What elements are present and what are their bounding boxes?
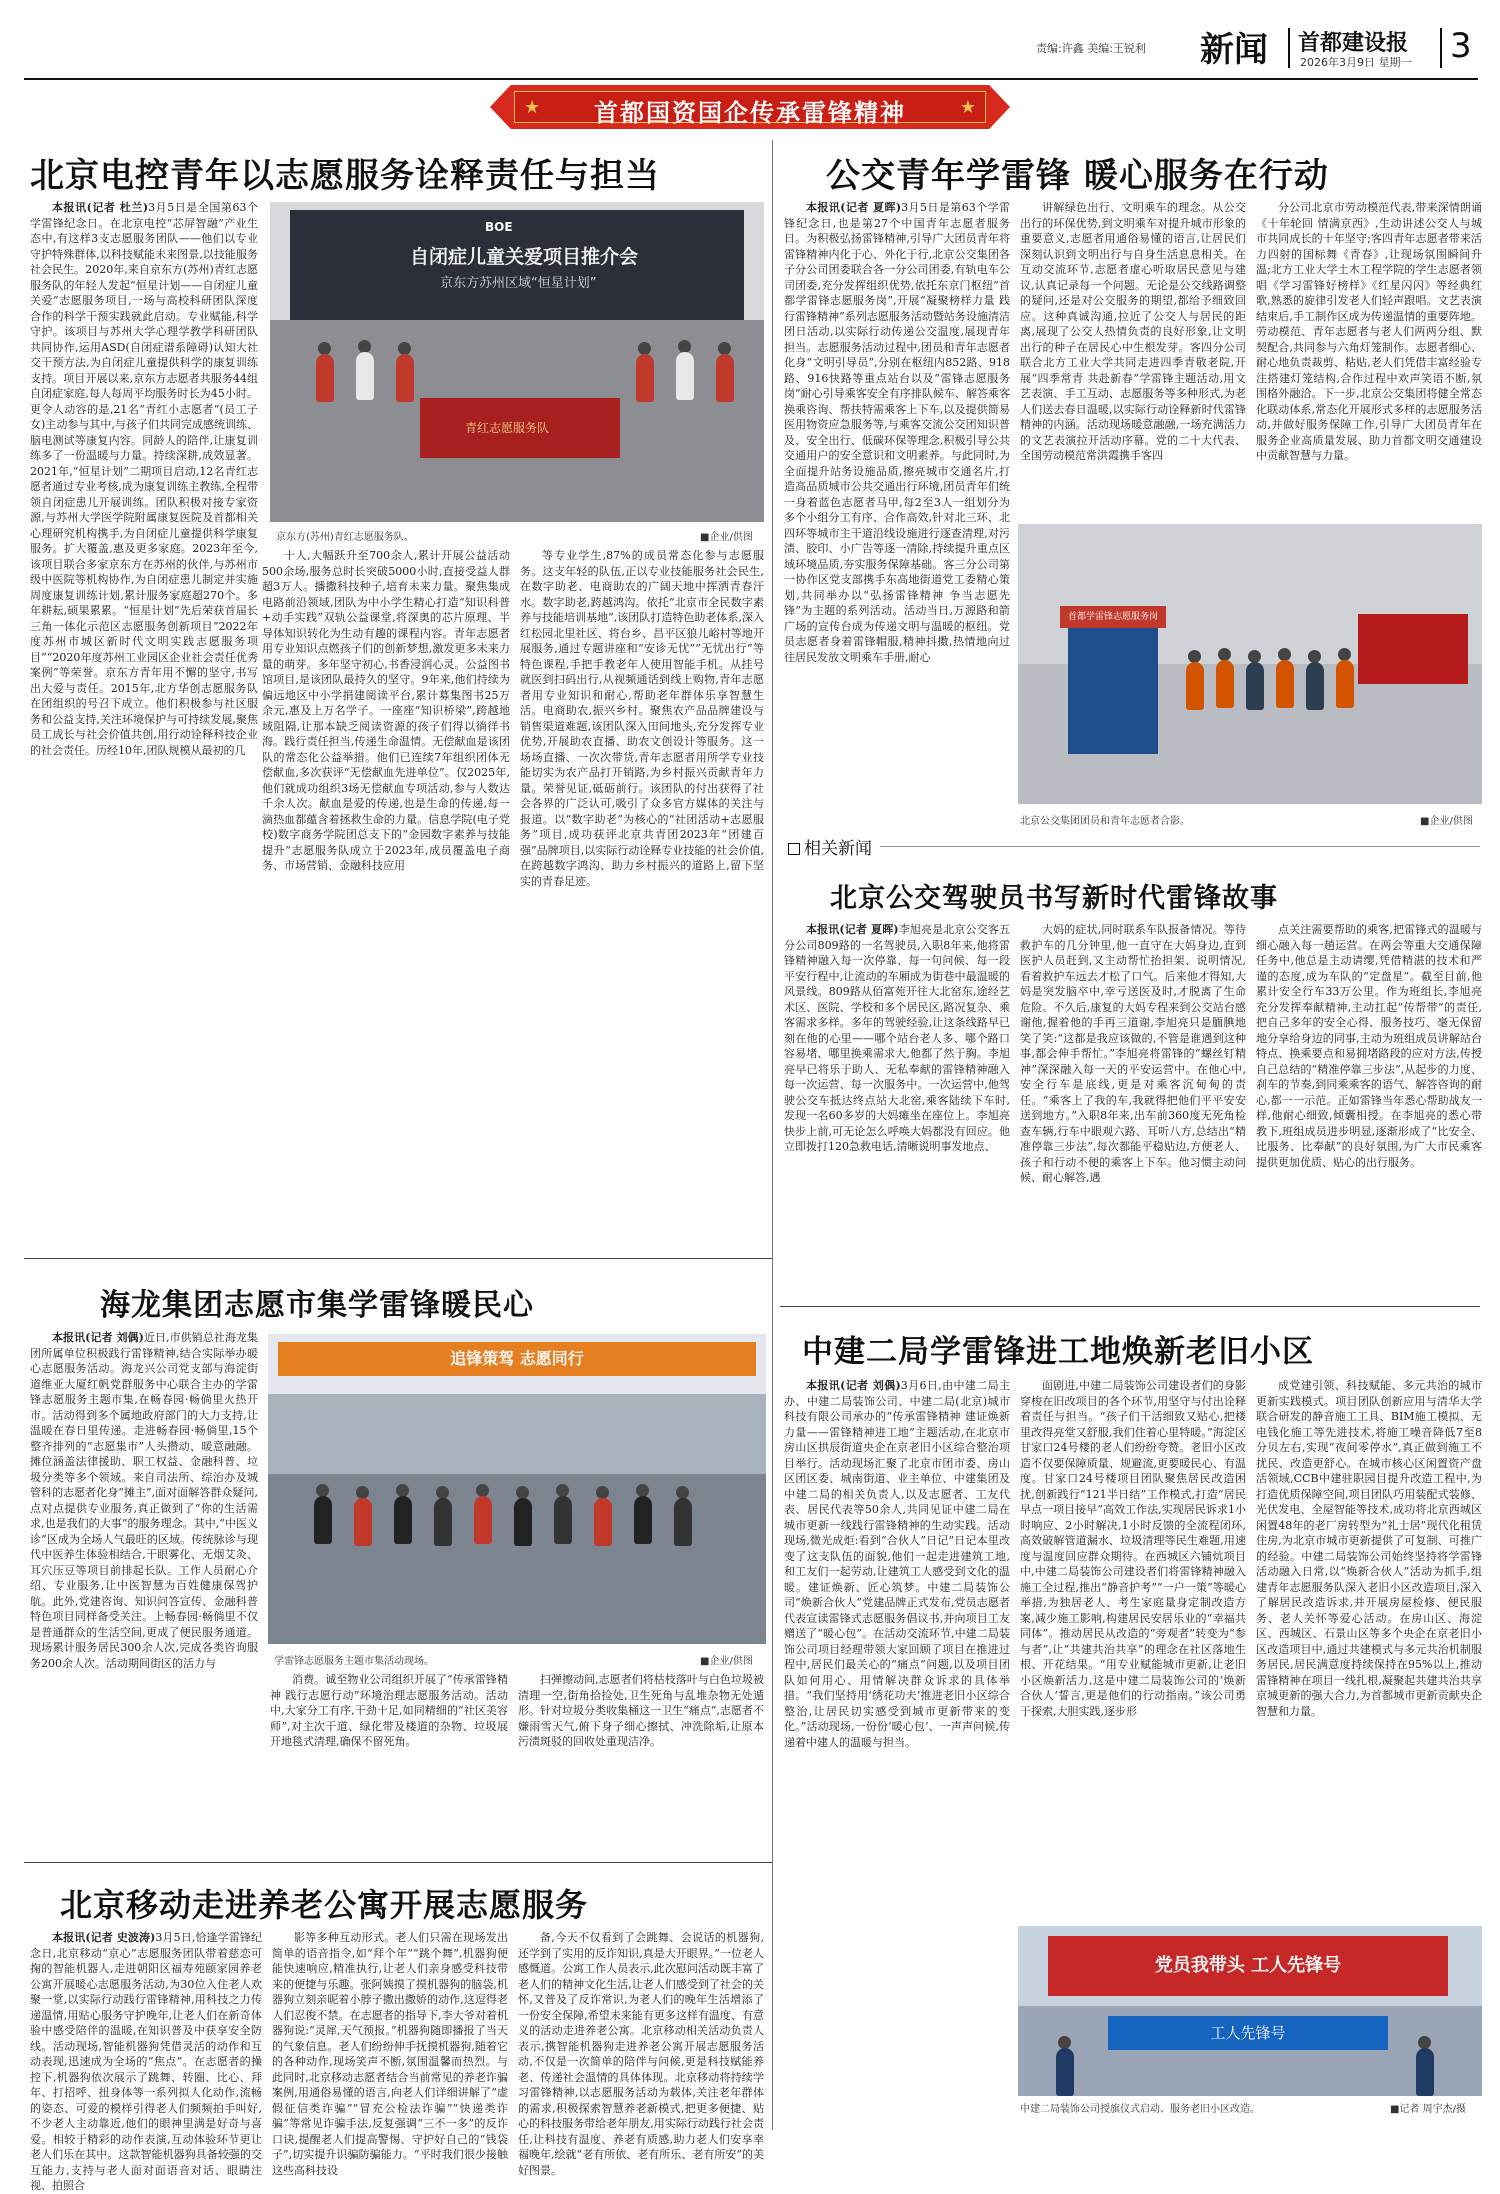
article-column <box>1020 1378 1246 1918</box>
article-column <box>518 1930 764 2177</box>
person <box>634 1496 652 1544</box>
person <box>554 1496 572 1544</box>
article-text: 分公司北京市劳动模范代表,带来深情朗诵《十年轮回 情满京西》,生动讲述公交人与城市共同成长的十年坚守;客四青年志愿者带来活力四射的国标舞《青春》,让现场氛围瞬间升温;北方工业大学土木工程学院的学生志愿者领唱《学习雷锋好榜样》《红星闪闪》等经典红歌,熟悉的旋律引发老人们轻声跟唱。文艺表演结束后,手工制作区成为传递温情的重要阵地。劳动模范、青年志愿者与老人们两两分组、默契配合,共同参与六角灯笼制作。志愿者细心、耐心地负责裁剪、粘贴,老人们凭借丰富经验专注搭建灯笼结构,合作过程中欢声笑语不断,氛围格外融洽。下一步,北京公交集团将健全常态化联动体系,常态化开展形式多样的志愿服务活动,并做好服务保障工作,引导广大团员青年在服务企业高质量发展、助力首都文明交通建设中贡献智慧与力量。 <box>1256 201 1482 462</box>
star-icon: ★ <box>524 97 541 118</box>
section-separator <box>24 1258 772 1259</box>
photo-credit: ■企业/供图 <box>1420 816 1473 827</box>
photo-credit: ■企业/供图 <box>700 532 753 543</box>
person <box>1186 662 1204 710</box>
article-text: 备,今天不仅看到了会跳舞、会说话的机器狗,还学到了实用的反诈知识,真是大开眼界。”一位老人感慨道。公寓工作人员表示,此次慰问活动既丰富了老人们的精神文化生活,让老人们感受到了社会的关怀,又普及了反诈常识,为老人们的晚年生活增添了一份安全保障,希望未来能有更多这样有温度、有意义的活动走进养老公寓。北京移动相关活动负责人表示,携智能机器狗走进养老公寓开展志愿服务活动,不仅是一次简单的陪伴与问候,更是科技赋能养老、传递社会温情的具体体现。北京移动将持续学习雷锋精神,以志愿服务活动为载体,关注老年群体的需求,积极探索智慧养老新模式,把更多便捷、贴心的科技服务带给老年朋友,用实际行动践行社会责任,让科技有温度、养老有质感,助力老人们安享幸福晚年,绘就“老有所依、老有所乐、老有所安”的美好图景。 <box>518 1931 764 2177</box>
issue-date: 2026年3月9日 星期一 <box>1300 56 1412 69</box>
photo-credit: ■记者 周宇杰/摄 <box>1390 2104 1466 2115</box>
header-divider-2 <box>1440 28 1442 68</box>
article-column <box>30 1930 262 2192</box>
section-separator <box>24 1862 772 1863</box>
photo-caption: 北京公交集团团员和青年志愿者合影。 <box>1020 816 1190 827</box>
article-column <box>1256 922 1482 1298</box>
article-column <box>262 548 510 1248</box>
page-header <box>0 0 1500 80</box>
red-banner: 党员我带头 工人先锋号 <box>1048 1936 1448 1996</box>
person <box>1336 660 1354 708</box>
market-banner: 追锋策驾 志愿同行 <box>278 1342 756 1376</box>
person <box>394 1496 412 1544</box>
article-text: 消费。诚至物业公司组织开展了“传承雷锋精神 践行志愿行动”环境治理志愿服务活动。活动中,大家分工有序,干劲十足,如同精细的“社区美容师”,对主次干道、绿化带及楼道的杂物、垃圾展开地毯式清理,确保不留死角。 <box>270 1673 508 1748</box>
article-column <box>784 200 1010 828</box>
logo-text: BOE <box>485 220 513 234</box>
article-column <box>1020 922 1246 1298</box>
photo-cscec-ceremony <box>1018 1926 1482 2096</box>
person <box>514 1498 532 1546</box>
article-text: 扫弹擦动间,志愿者们将枯枝落叶与白色垃圾被清理一空,街角拾捡处,卫生死角与乱堆杂物无处遁形。针对垃圾分类收集桶这一卫生“痛点”,志愿者不嫌雨雪天气,俯下身子细心擦拭、冲洗除垢,让原本污渍斑驳的回收处重现洁净。 <box>518 1673 764 1748</box>
article-column <box>518 1672 764 1854</box>
person <box>356 352 374 400</box>
person <box>1246 662 1264 710</box>
article-text: 十人,大幅跃升至700余人,累计开展公益活动500余场,服务总时长突破5000小时,直接受益人群超3万人。播撒科技种子,培育未来力量。聚焦集成电路前沿领域,团队为中小学生精心打造“知识科普+动手实践”双轨公益课堂,将深奥的芯片原理、半导体知识转化为生动有趣的课程内容。青年志愿者用专业知识点燃孩子们的创新梦想,激发更多未来力量的萌芽。多年坚守初心,书香浸润心灵。公益图书馆项目,是该团队最持久的坚守。9年来,他们持续为偏远地区中小学捐建阅读平台,累计募集图书25万余元,惠及上万名学子。一座座“知识桥梁”,跨越地域阻隔,让那本缺乏阅读资源的孩子们得以徜徉书海。践行责任担当,传递生命温情。无偿献血是该团队的常态化公益举措。他们已连续7年组织团体无偿献血,多次获评“无偿献血先进单位”。仅2025年,他们就成功组织3场无偿献血专项活动,参与人数达千余人次。献血是爱的传递,也是生命的传递,每一滴热血都蕴含着拯救生命的力量。信息学院(电子党校)数字商务学院团总支下的“金园数字素养与技能提升”志愿服务队成立于2023年,成员覆盖电子商务、市场营销、金融科技应用 <box>262 549 510 872</box>
person <box>314 1496 332 1544</box>
article-title-hailong: 海龙集团志愿市集学雷锋暖民心 <box>100 1288 534 1323</box>
article-lead: 本报讯(记者 刘偶) <box>806 1379 901 1392</box>
screen-subtitle: 京东方苏州区域“恒星计划” <box>440 276 597 291</box>
editor-credit: 责编:许鑫 美编:王锐利 <box>1036 42 1146 55</box>
page-number: 3 <box>1450 26 1472 66</box>
article-lead: 本报讯(记者 杜兰) <box>52 201 149 214</box>
column-separator <box>772 140 773 2130</box>
blue-sign: 工人先锋号 <box>1108 2016 1388 2050</box>
newspaper-name: 首都建设报 <box>1298 31 1409 56</box>
related-news-rule <box>880 846 1480 847</box>
article-text: 影等多种互动形式。老人们只需在现场发出简单的语音指令,如“拜个年”“跳个舞”,机器狗便能快速响应,精准执行,让老人们亲身感受科技带来的便捷与乐趣。张阿姨摸了摸机器狗的脑袋,机器狗立刻亲昵着小脖子撒出撒娇的动作,这逗得老人们忍俊不禁。在志愿者的指导下,李大爷对着机器狗说:“灵犀,天气预报。”机器狗随即播报了当天的气象信息。老人们纷纷伸手抚摸机器狗,随着它的各种动作,现场笑声不断,氛围温馨而热烈。与此同时,北京移动志愿者结合当前常见的养老诈骗案例,用通俗易懂的语言,向老人们详细讲解了“虚假征信类诈骗”“冒充公检法诈骗”“快递类诈骗”等常见诈骗手法,反复强调“三不一多”的反诈口诀,提醒老人们提高警惕、守护好自己的“钱袋子”,切实提升识骗防骗能力。“平时我们很少接触这些高科技设 <box>272 1931 508 2177</box>
person <box>434 1498 452 1546</box>
article-text: 李旭亮是北京公交客五分公司809路的一名驾驶员,入职8年来,他将雷锋精神融入每一次停靠、每一句问候、每一段平安行程中,让流动的车厢成为街巷中最温暖的风景线。809路从佰富苑开往大北窑东,途经艺术区、医院、学校和多个居民区,路况复杂、乘客需求多样。多年的驾驶经验,让这条线路早已刻在他的心里——哪个站台老人多、哪个路口容易堵、哪里换乘需求大,他都了然于胸。李旭亮早已将乐于助人、无私奉献的雷锋精神融入每一次运营、每一次服务中。一次运营中,他驾驶公交车抵达终点站大北窑,乘客陆续下车时,发现一名60多岁的大妈瘫坐在座位上。李旭亮快步上前,可无论怎么呼唤大妈都没有回应。他立即拨打120急救电话,清晰说明事发地点、 <box>784 923 1010 1153</box>
screen-title: 自闭症儿童关爱项目推介会 <box>410 246 639 268</box>
article-text: 近日,市供销总社海龙集团所属单位积极践行雷锋精神,结合实际举办暖心志愿服务活动。海龙兴公司党支部与海淀街道维亚大厦红帆党群服务中心联合主办的学雷锋志愿服务主题市集,在畅春园·畅倘里火热开市。活动得到多个属地政府部门的大力支持,让温暖在春日里传递。走进畅春园·畅倘里,15个整齐排列的“志愿集市”人头攒动、暖意融融。摊位涵盖法律援助、职工权益、金融科普、垃圾分类等多个领域。来自司法所、综治办及城管科的志愿者化身“摊主”,面对面解答群众疑问,点对点提供专业服务,真正做到了“你的生活需求,也是我们的大事”的服务理念。其中,“中医义诊”区成为全场人气最旺的区域。传统脉诊与现代中医养生体验相结合,干眼雾化、无烟艾灸、耳穴压豆等项目前排起长队。工作人员耐心介绍、专业服务,让中医智慧为百姓健康保驾护航。此外,党建咨询、知识问答宣传、金融科普特色项目同样备受关注。上畅春园·畅倘里不仅是普通群众的生活空间,更成了便民服务通道。现场累计服务居民300余人次,完成各类咨询服务200余人次。活动期间街区的活力与 <box>30 1331 258 1670</box>
header-rule <box>24 78 1478 80</box>
person <box>474 1496 492 1544</box>
article-title-cscec: 中建二局学雷锋进工地焕新老旧小区 <box>802 1334 1314 1370</box>
person <box>594 1498 612 1546</box>
article-column <box>272 1930 508 2177</box>
photo-hailong-market <box>268 1334 766 1644</box>
topic-banner <box>490 85 1010 129</box>
person <box>1416 2048 1434 2096</box>
article-text: 3月5日,恰逢学雷锋纪念日,北京移动“京心”志愿服务团队带着慈恋可掬的智能机器人,走进朝阳区福寿苑颐家园养老公寓开展暖心志愿服务活动,为30位入住老人欢聚一堂,以实际行动践行雷锋精神,用科技之力传递温情,用贴心服务守护晚年,让老人们在新奇体验中感受陪伴的温暖,在知识普及中获享安全防线。活动现场,智能机器狗凭借灵活的动作和互动表现,迅速成为全场的“焦点”。在志愿者的操控下,机器狗依次展示了跳舞、转圈、比心、拜年、打招呼、扭身体等一系列拟人化动作,流畅的姿态、可爱的模样引得老人们频频拍手叫好,不少老人主动靠近,他们的眼神里满是好奇与喜爱。相较于精彩的动作表演,互动体验环节更让老人们乐在其中。这款智能机器狗具备较强的交互能力,支持与老人面对面语音对话、眼睛注视、拍照合 <box>30 1931 262 2192</box>
article-title-bjec: 北京电控青年以志愿服务诠释责任与担当 <box>30 156 660 196</box>
person <box>1276 660 1294 708</box>
article-column <box>1256 1378 1482 1918</box>
article-lead: 本报讯(记者 夏晖) <box>806 201 902 214</box>
person <box>316 354 334 402</box>
article-text: 3月5日是第63个学雷锋纪念日,也是第27个中国青年志愿者服务日。为积极弘扬雷锋精神,引导广大团员青年将雷锋精神内化于心、外化于行,北京公交集团各子分公司团委联合各一分公司团委,有轨电车公司团委,充分发挥组织优势,依托东京门枢纽“首都学雷锋志愿服务岗”,开展“凝聚榜样力量 践行雷锋精神”系列志愿服务活动暨站务设施清洁团日活动,以实际行动传递公交温度,展现青年担当。志愿服务活动过程中,团员和青年志愿者化身“文明引导员”,分别在枢纽内852路、918路、916快路等重点站台以及“雷锋志愿服务岗”耐心引导乘客安全有序排队候车、解答乘客换乘咨询、帮扶特需乘客上下车,以及提供简易医用物资应急服务等,与乘客交流公交团知识普及、安全出行、低碳环保等理念,积极引导公共交通用户的安全意识和文明素养。与此同时,为全面提升站务设施品质,擦亮城市交通名片,打造高品质城市公共交通出行环境,团员青年们统一身着蓝色志愿者马甲,每2至3人一组划分为多个小组分工有序、合作高效,针对北三环、北四环等城市主干道沿线设施进行逐查清理,对污渍、胶印、小广告等逐一清除,持续提升重点区域环境品质,夯实服务保障基础。客三分公司第一协作区党支部携手东高地街道党工委精心策划,共同举办以“弘扬雷锋精神 争当志愿先锋”为主题的系列活动。活动当日,万源路和箭广场的宣传台成为传递文明与温暖的枢纽。党员志愿者身着雷锋帽服,精神抖擞,热情地向过往居民发放文明乘车手册,耐心 <box>784 201 1010 664</box>
person <box>716 354 734 402</box>
flag-text: 青红志愿服务队 <box>465 421 550 435</box>
related-news-tag <box>788 834 872 859</box>
person <box>636 354 654 402</box>
person <box>1056 2048 1074 2096</box>
article-column <box>30 1330 258 1854</box>
article-text: 面剧进,中建二局装饰公司建设者们的身影穿梭在旧改项目的各个环节,用坚守与付出诠释着责任与担当。“孩子们干活细致又贴心,把楼里改得亮堂又舒服,我们住着心里特暖。”海淀区甘家口24号楼的老人们纷纷夸赞。老旧小区改造不仅要保障质量、规避流,更要暖民心、有温度。甘家口24号楼项目团队聚焦居民改造困扰,创新践行“121半日结”工作模式,打造“居民早点一项目接早”高效工作法,实现居民诉求1小时响应、2小时解决,1小时反馈的全流程闭环,高效破解管道漏水、垃圾清理等民生难题,用速度与温度回应群众期待。在西城区六铺炕项目中,中建二局装饰公司建设者们将雷锋精神融入施工全过程,推出“静音护考”“一户一策”等暖心举措,为独居老人、考生家庭量身定制改造方案,减少施工影响,构建居民安居乐业的“幸福共同体”。推动居民从改造的“旁观者”转变为“参与者”,让“共建共治共享”的理念在社区落地生根、开花结果。“用专业赋能城市更新,让老旧小区焕新活力,这是中建二局装饰公司的‘焕新合伙人’誓言,更是他们的行动指南。”该公司勇于探索,大胆实践,逐步形 <box>1020 1379 1246 1718</box>
photo-caption: 京东方(苏州)青红志愿服务队。 <box>276 532 414 543</box>
article-text: 成党建引领、科技赋能、多元共治的城市更新实践模式。项目团队创新应用与清华大学联合研发的静音施工工具、BIM施工模拟、无电钱化施工等先进技术,将施工噪音降低7至8分贝左右,实现“夜间零停水”,真正做到施工不扰民、改造更舒心。在城市核心区闲置资产盘活领域,CCB中建驻职园目提升改造工程中,为打造优质保障空间,项目团队巧用装配式装修、光伏发电、全屋智能等技术,成功将北京西城区闲置48年的老厂房转型为“礼士居”现代化租赁住房,为北京市城市更新提供了可复制、可推广的经验。中建二局装饰公司始终坚持将学雷锋活动融入日常,以“焕新合伙人”活动为抓手,组建青年志愿服务队深入老旧小区改造项目,深入了解居民改造诉求,并开展房屋检修、便民服务、老人关怀等爱心活动。在房山区、海淀区、西城区、石景山区等多个央企在京老旧小区改造项目中,通过共建模式与多元共治机制服务居民,居民满意度持续保持在95%以上,推动雷锋精神在项目一线扎根,凝聚起共建共治共享京城更新的强大合力,为首都城市更新贡献央企智慧和力量。 <box>1256 1379 1482 1718</box>
article-text: 大妈的症状,同时联系车队报备情况。等待救护车的几分钟里,他一直守在大妈身边,直到医护人员赶到,又主动帮忙抬担架、说明情况,看着救护车远去才松了口气。后来他才得知,大妈是突发脑卒中,幸亏送医及时,才脱离了生命危险。不久后,康复的大妈专程来到公交站台感谢他,握着他的手再三道谢,李旭亮只是腼腆地笑了笑:“这都是我应该做的,不管是谁遇到这种事,都会伸手帮忙。”李旭亮将雷锋的“螺丝钉精神”深深融入每一天的平安运营中。在他心中,安全行车是底线,更是对乘客沉甸甸的责任。“乘客上了我的车,我就得把他们平平安安送到地方。”入职8年来,出车前360度无死角检查车辆,行车中眼观六路、耳听八方,总结出“精准停靠三步法”,每次都能平稳贴边,方便老人、孩子和行动不便的乘客上下车。他习惯主动问候、耐心解答,遇 <box>1020 923 1246 1184</box>
article-text: 讲解绿色出行、文明乘车的理念。从公交出行的环保优势,到文明乘车对提升城市形象的重要意义,志愿者用通俗易懂的语言,让居民们深刻认识到文明出行与自身生活息息相关。在互动交流环节,志愿者虚心听取居民意见与建议,认真记录每一个问题。无论是公交线路调整的疑问,还是对公交服务的期望,都给予细致回应。这种真诚沟通,拉近了公交人与居民的距离,展现了公交人热情负责的良好形象,让文明出行的种子在居民心中生根发芽。客四分公司联合北方工业大学共同走进四季青敬老院,开展“四季常青 共赴新春”学雷锋主题活动,用文艺表演、手工互动、志愿服务等多种形式,为老人们送去春日温暖,以实际行动诠释新时代雷锋精神的内涵。活动现场暖意融融,一场充满活力的文艺表演拉开活动序幕。党的二十大代表、全国劳动模范常洪霞携手客四 <box>1020 201 1246 462</box>
article-text: 3月5日是全国第63个学雷锋纪念日。在北京电控“芯屏智融”产业生态中,有这样3支志愿服务团队——他们以专业守护特殊群体,以科技赋能未来图景,以技能服务社会民生。2020年,来自京东方(苏州)青红志愿服务队的年轻人发起“恒星计划——自闭症儿童关爱”志愿服务项目,一场与高校科研团队深度合作的科学干预实践就此启动。专业赋能,科学守护。该项目与苏州大学心理学教学科研团队共同协作,运用ASD(自闭症谱系障碍)认知大社交干预方法,为自闭症儿童提供科学的康复训练支持。项目开展以来,京东方志愿者共服务44组自闭症家庭,每人每周平均服务时长为45小时。更令人动容的是,21名“青红小志愿者”(员工子女)主动参与其中,与孩子们共同完成感统训练、脑电测试等康复内容。同龄人的陪伴,让康复训练多了一份温暖与力量。持续深耕,成效显著。2021年,“恒星计划”二期项目启动,12名青红志愿者通过专业考核,成为康复训练主教练,全程带领自闭症患儿开展训练。团队积极对接专家资源,与苏州大学医学院附属康复医院及首都相关心理研究机构携手,为自闭症儿童提供科学康复服务。扩大覆盖,惠及更多家庭。2023年至今,该项目联合多家京东方在苏州的伙伴,与苏州市级中医院等机构协作,为自闭症患儿制定并实施周度康复训练计划,累计服务家庭超270个。多年耕耘,硕果累累。“恒星计划”先后荣获首届长三角一体化示范区志愿服务创新项目“2022年度苏州市城区新时代文明实践志愿服务项目”“2020年度苏州工业园区企业社会责任优秀案例”等荣誉。京东方青年用不懈的坚守,书写出大爱与责任。2015年,北方华创志愿服务队在团组织的号召下成立。他们积极参与社区服务和公益支持,关注环境保护与可持续发展,聚焦员工成长与社会价值共创,用行动诠释科技企业的社会责任。历经10年,团队规模从最初的几 <box>30 201 258 757</box>
star-icon: ★ <box>959 97 976 118</box>
tent-row <box>268 1394 766 1474</box>
article-column <box>784 1378 1010 2100</box>
person <box>396 354 414 402</box>
article-title-bus: 公交青年学雷锋 暖心服务在行动 <box>826 156 1329 196</box>
photo-credit: ■企业/供图 <box>700 1656 753 1667</box>
article-column <box>1020 200 1246 518</box>
related-news-label: 相关新闻 <box>804 839 872 859</box>
person <box>1306 662 1324 710</box>
article-text: 等专业学生,87%的成员常态化参与志愿服务。这支年轻的队伍,正以专业技能服务社会民生,在数字助老、电商助农的广阔天地中挥洒青春汗水。数字助老,跨越鸿沟。依托“北京市全民数字素养与技能培训基地”,该团队打造特色助老体系,深入红松园北里社区、将台乡、昌平区狼儿峪村等地开展服务,通过专题讲座和“安诊无忧”“无忧出行”等特色课程,手把手教老年人使用智能手机。从挂号就医到扫码出行,从视频通话到线上购物,青年志愿者用专业知识和耐心,帮助老年群体乐享智慧生活。电商助农,振兴乡村。聚焦农产品品牌建设与销售渠道难题,该团队深入田间地头,充分发挥专业优势,开展助农直播、助农文创设计等服务。这一场场直播、一次次带货,青年志愿者用所学专业技能切实为农产品打开销路,为乡村振兴贡献青年力量。荣誉见证,砥砺前行。该团队的付出获得了社会各界的广泛认可,吸引了众多官方媒体的关注与报道。以“数字助老”为核心的“社团活动+志愿服务”项目,成功获评北京共青团2023年“团建百强”品牌项目,以实际行动诠释专业技能的社会价值,在跨越数字鸿沟、助力乡村振兴的道路上,留下坚实的青春足迹。 <box>520 549 764 888</box>
article-column <box>270 1672 508 1854</box>
article-column <box>30 200 258 1250</box>
article-column <box>784 922 1010 1298</box>
person <box>354 1498 372 1546</box>
person <box>676 352 694 400</box>
person <box>1216 660 1234 708</box>
section-separator <box>780 1306 1480 1307</box>
person <box>674 1498 692 1546</box>
header-divider <box>1288 28 1290 68</box>
party-flag <box>1358 614 1468 684</box>
booth-sign: 首都学雷锋志愿服务岗 <box>1060 606 1166 628</box>
photo-caption: 中建二局装饰公司授旗仪式启动、服务老旧小区改造。 <box>1020 2104 1260 2115</box>
article-column <box>1256 200 1482 518</box>
photo-caption: 学雷锋志愿服务主题市集活动现场。 <box>274 1656 434 1667</box>
article-title-driver: 北京公交驾驶员书写新时代雷锋故事 <box>830 883 1278 914</box>
article-lead: 本报讯(记者 史波涛) <box>52 1931 156 1944</box>
article-text: 3月6日,由中建二局主办、中建二局装饰公司、中建二局(北京)城市科技有限公司承办的“传承雷锋精神 建证焕新力量——雷锋精神进工地”主题活动,在北京市房山区拱辰街道央企在京老旧小区综合整治项目举行。活动现场汇聚了北京市团市委、房山区团区委、城南街道、业主单位、中建集团及中建二局的相关负责人,以及志愿者、工友代表、居民代表等50余人,共同见证中建二局在城市更新一线践行雷锋精神的生动实践。活动现场,微光成炬:看到“合伙人”日记”日记本里改变了这支队伍的面貌,他们一起走进建筑工地,和工友们一起劳动,让建筑工人感受到文化的温暖。建证焕新、匠心筑梦。中建二局装饰公司“焕新合伙人”党建品牌正式发布,党员志愿者代表宣读雷锋式志愿服务倡议书,并向项目工友赠送了“暖心包”。在活动交流环节,中建二局装饰公司项目经理带领大家回顾了项目在推进过程中,居民们最关心的“痛点”问题,以及项目团队如何用心、用情解决群众诉求的具体举措。“我们坚持用‘绣花功夫’推进老旧小区综合整治,让居民切实感受到城市更新带来的变化。”活动现场,一份份‘暖心包’、一声声问候,传递着中建人的温暖与担当。 <box>784 1379 1010 1749</box>
article-lead: 本报讯(记者 刘偶) <box>52 1331 144 1344</box>
photo-bus-volunteers <box>1018 524 1482 804</box>
article-column <box>520 548 764 1248</box>
article-lead: 本报讯(记者 夏晖) <box>806 923 899 936</box>
article-title-mobile: 北京移动走进养老公寓开展志愿服务 <box>60 1886 589 1924</box>
photo-bjec-group <box>270 202 764 522</box>
service-booth <box>1068 624 1158 754</box>
square-icon <box>788 843 800 855</box>
article-text: 点关注需要帮助的乘客,把雷锋式的温暖与细心融入每一趟运营。在两会等重大交通保障任务中,他总是主动请缨,凭借精湛的技术和严谨的态度,成为车队的“定盘星”。截至目前,他累计安全行车33万公里。作为班组长,李旭亮充分发挥奉献精神,主动扛起“传帮带”的责任,把自己多年的安全心得、服务技巧、毫无保留地分享给身边的同事,主动为班组成员讲解站台特点、换乘要点和易拥堵路段的应对方法,传授自己总结的“精准停靠三步法”,从起步的力度、刹车的节奏,到同乘乘客的语气、解答咨询的耐心,都一一示范。正如雷锋当年悉心帮助战友一样,他耐心细致,倾囊相授。在李旭亮的悉心带教下,班组成员进步明显,逐渐形成了“比安全、比服务、比奉献”的良好氛围,为广大市民乘客提供更加优质、贴心的出行服务。 <box>1256 923 1482 1169</box>
banner-text: 首都国资国企传承雷锋精神 <box>594 99 906 127</box>
section-name: 新闻 <box>1200 30 1268 70</box>
